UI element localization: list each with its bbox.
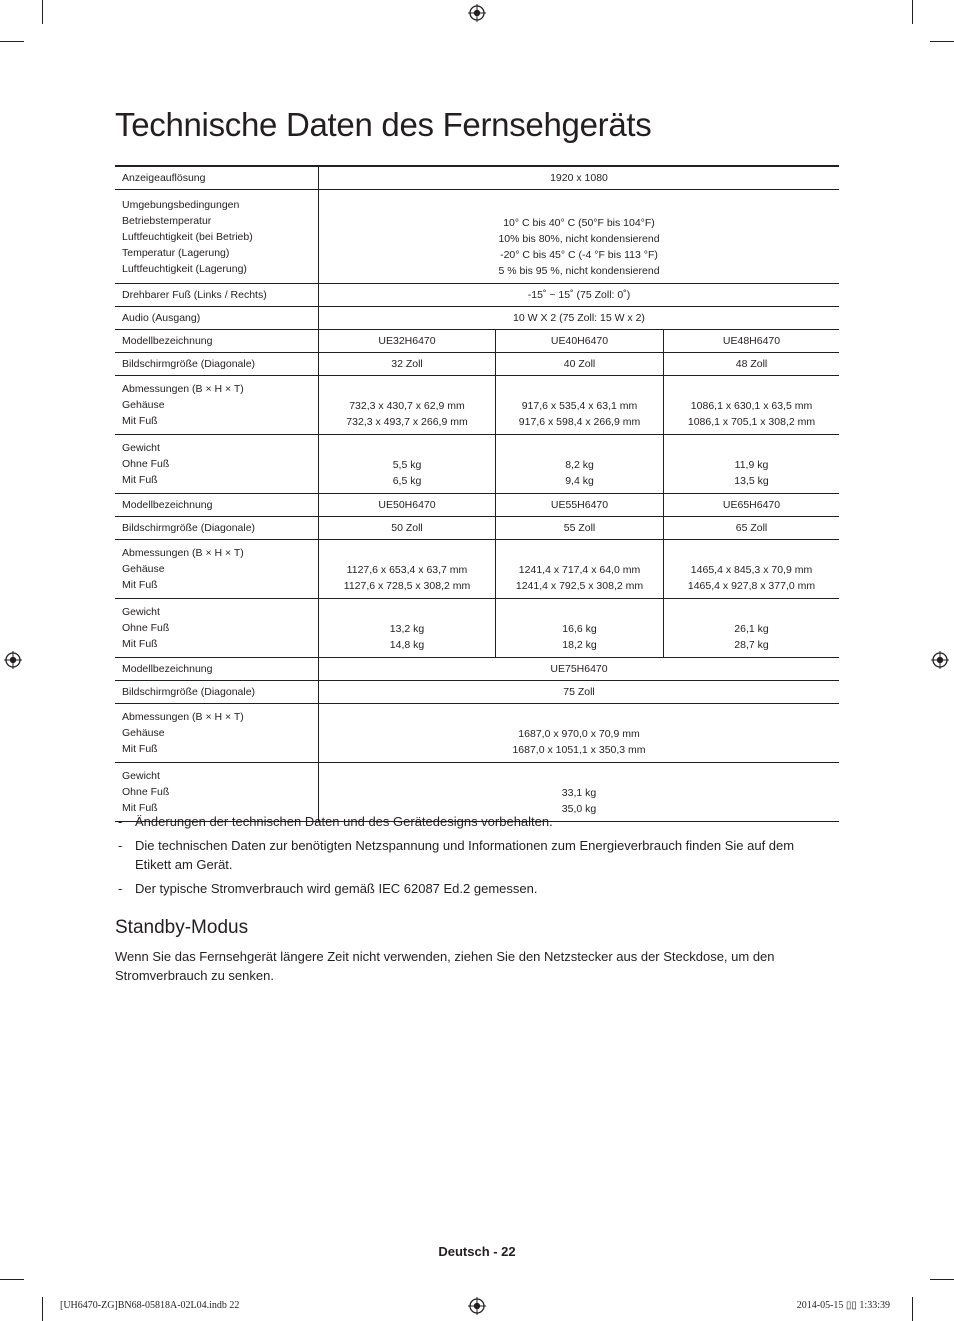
- row-label: Modellbezeichnung: [115, 494, 319, 517]
- crop-mark: [42, 1297, 43, 1321]
- label-line: Gewicht: [122, 770, 160, 782]
- value-line: 10% bis 80%, nicht kondensierend: [498, 233, 660, 245]
- page-title: Technische Daten des Fernsehgeräts: [115, 106, 652, 143]
- row-label: [115, 376, 319, 435]
- note-text: Änderungen der technischen Daten und des Gerätedesigns vorbehalten.: [135, 814, 553, 829]
- row-label: [115, 190, 319, 284]
- table-row: [115, 307, 839, 330]
- value-line: 10° C bis 40° C (50°F bis 104°F): [503, 217, 655, 229]
- list-item: [115, 879, 815, 898]
- row-label: Modellbezeichnung: [115, 658, 319, 681]
- note-text: Die technischen Daten zur benötigten Netzspannung und Informationen zum Energieverbrauch finden Sie auf dem Etikett am Gerät.: [135, 838, 795, 872]
- weight-cell: [496, 435, 664, 494]
- weight-cell: [496, 599, 664, 658]
- crop-mark: [930, 1279, 954, 1280]
- section-heading: Standby-Modus: [115, 917, 249, 938]
- model-cell: UE48H6470: [664, 330, 840, 353]
- label-line: Gewicht: [122, 442, 160, 454]
- model-cell: UE65H6470: [664, 494, 840, 517]
- value-line: 5,5 kg: [392, 459, 422, 471]
- table-row: [115, 330, 839, 353]
- label-line: Gewicht: [122, 606, 160, 618]
- row-value: 10 W X 2 (75 Zoll: 15 W x 2): [319, 307, 840, 330]
- label-line: Betriebstemperatur: [122, 214, 212, 227]
- screen-cell: 48 Zoll: [664, 353, 840, 376]
- label-line: Mit Fuß: [122, 415, 158, 427]
- crop-mark: [0, 41, 24, 42]
- spec-table: [115, 165, 839, 822]
- label-line: Temperatur (Lagerung): [122, 246, 230, 259]
- table-row: [115, 599, 839, 658]
- value-line: 1241,4 x 792,5 x 308,2 mm: [515, 580, 644, 592]
- row-label: Bildschirmgröße (Diagonale): [115, 517, 319, 540]
- registration-mark-icon: [468, 4, 486, 22]
- screen-cell: 65 Zoll: [664, 517, 840, 540]
- value-line: 8,2 kg: [565, 459, 594, 471]
- crop-mark: [42, 0, 43, 24]
- dims-cell: [496, 540, 664, 599]
- weight-cell: [319, 435, 496, 494]
- label-line: Abmessungen (B × H × T): [122, 711, 244, 723]
- table-row: [115, 540, 839, 599]
- model-cell: UE50H6470: [319, 494, 496, 517]
- list-item: [115, 836, 815, 874]
- row-label: [115, 540, 319, 599]
- row-value: [319, 190, 840, 284]
- value-line: 26,1 kg: [734, 623, 769, 635]
- label-line: Mit Fuß: [122, 638, 158, 650]
- table-row: [115, 517, 839, 540]
- screen-cell: 40 Zoll: [496, 353, 664, 376]
- dims-cell: [664, 376, 840, 435]
- value-line: 16,6 kg: [562, 623, 597, 635]
- value-line: 917,6 x 535,4 x 63,1 mm: [521, 400, 638, 412]
- value-line: 1465,4 x 927,8 x 377,0 mm: [687, 580, 816, 592]
- value-line: 1086,1 x 705,1 x 308,2 mm: [687, 416, 816, 428]
- model-cell: UE55H6470: [496, 494, 664, 517]
- table-row: [115, 681, 839, 704]
- value-line: 13,5 kg: [734, 475, 769, 487]
- crop-mark: [0, 1279, 24, 1280]
- section-text: Wenn Sie das Fernsehgerät längere Zeit nicht verwenden, ziehen Sie den Netzstecker aus der Steckdose, um den Stromverbrauch zu senken.: [115, 949, 775, 983]
- value-line: 14,8 kg: [389, 639, 425, 651]
- model-cell: UE40H6470: [496, 330, 664, 353]
- model-cell: UE32H6470: [319, 330, 496, 353]
- page-number: Deutsch - 22: [438, 1244, 516, 1259]
- value-line: 1465,4 x 845,3 x 70,9 mm: [690, 564, 813, 576]
- label-line: Mit Fuß: [122, 743, 158, 755]
- registration-mark-icon: [4, 651, 22, 669]
- value-line: 28,7 kg: [734, 639, 769, 651]
- value-line: 1127,6 x 653,4 x 63,7 mm: [346, 564, 468, 576]
- notes-list: [115, 812, 815, 903]
- row-label: Drehbarer Fuß (Links / Rechts): [115, 284, 319, 307]
- crop-mark: [912, 1297, 913, 1321]
- value-line: 1086,1 x 630,1 x 63,5 mm: [690, 400, 813, 412]
- value-line: 1687,0 x 1051,1 x 350,3 mm: [512, 744, 646, 756]
- row-label: Bildschirmgröße (Diagonale): [115, 353, 319, 376]
- row-label: [115, 599, 319, 658]
- screen-cell: 32 Zoll: [319, 353, 496, 376]
- table-row: [115, 284, 839, 307]
- value-line: 13,2 kg: [389, 623, 425, 635]
- label-line: Gehäuse: [122, 727, 165, 739]
- row-label: Anzeigeauflösung: [115, 166, 319, 190]
- value-line: 917,6 x 598,4 x 266,9 mm: [518, 416, 641, 428]
- label-line: Abmessungen (B × H × T): [122, 383, 244, 395]
- value-line: 35,0 kg: [561, 803, 597, 815]
- label-line: Gehäuse: [122, 399, 165, 411]
- dash-bullet: -: [118, 838, 123, 853]
- row-label: Modellbezeichnung: [115, 330, 319, 353]
- crop-mark: [930, 41, 954, 42]
- table-row: [115, 166, 839, 190]
- label-line: Umgebungsbedingungen: [122, 198, 240, 211]
- label-line: Mit Fuß: [122, 474, 158, 486]
- print-info-file: [UH6470-ZG]BN68-05818A-02L04.indb 22: [60, 1300, 240, 1311]
- row-label: Audio (Ausgang): [115, 307, 319, 330]
- value-line: 9,4 kg: [565, 475, 594, 487]
- print-info-date: 2014-05-15 ▯▯ 1:33:39: [796, 1300, 890, 1311]
- weight-cell: [319, 599, 496, 658]
- row-value: -15˚ ~ 15˚ (75 Zoll: 0˚): [319, 284, 840, 307]
- label-line: Luftfeuchtigkeit (bei Betrieb): [122, 230, 253, 243]
- dash-bullet: -: [118, 814, 123, 829]
- dims-cell: [664, 540, 840, 599]
- table-row: [115, 435, 839, 494]
- label-line: Ohne Fuß: [122, 458, 170, 470]
- table-row: [115, 353, 839, 376]
- label-line: Mit Fuß: [122, 802, 158, 814]
- label-line: Ohne Fuß: [122, 622, 170, 634]
- label-line: Ohne Fuß: [122, 786, 170, 798]
- value-line: 33,1 kg: [561, 787, 597, 799]
- table-row: [115, 376, 839, 435]
- value-line: 6,5 kg: [392, 475, 422, 487]
- value-line: 1241,4 x 717,4 x 64,0 mm: [518, 564, 641, 576]
- row-value: 1920 x 1080: [319, 166, 840, 190]
- registration-mark-icon: [931, 651, 949, 669]
- registration-mark-icon: [468, 1297, 486, 1315]
- dims-cell: [319, 704, 840, 763]
- value-line: 1687,0 x 970,0 x 70,9 mm: [518, 728, 640, 740]
- dims-cell: [319, 540, 496, 599]
- note-text: Der typische Stromverbrauch wird gemäß IEC 62087 Ed.2 gemessen.: [135, 881, 538, 896]
- dims-cell: [319, 376, 496, 435]
- table-row: [115, 704, 839, 763]
- weight-cell: [664, 435, 840, 494]
- dash-bullet: -: [118, 881, 123, 896]
- row-label: Bildschirmgröße (Diagonale): [115, 681, 319, 704]
- value-line: 5 % bis 95 %, nicht kondensierend: [498, 265, 660, 277]
- table-row: [115, 190, 839, 284]
- value-line: 732,3 x 430,7 x 62,9 mm: [349, 400, 465, 412]
- crop-mark: [912, 0, 913, 24]
- screen-cell: 55 Zoll: [496, 517, 664, 540]
- model-cell: UE75H6470: [319, 658, 840, 681]
- row-label: [115, 704, 319, 763]
- dims-cell: [496, 376, 664, 435]
- screen-cell: 75 Zoll: [319, 681, 840, 704]
- value-line: -20° C bis 45° C (-4 °F bis 113 °F): [500, 249, 658, 261]
- screen-cell: 50 Zoll: [319, 517, 496, 540]
- label-line: Gehäuse: [122, 563, 165, 575]
- row-label: [115, 435, 319, 494]
- table-row: [115, 658, 839, 681]
- value-line: 18,2 kg: [562, 639, 597, 651]
- value-line: 1127,6 x 728,5 x 308,2 mm: [343, 580, 471, 592]
- table-row: [115, 494, 839, 517]
- value-line: 732,3 x 493,7 x 266,9 mm: [346, 416, 468, 428]
- label-line: Mit Fuß: [122, 579, 158, 591]
- weight-cell: [664, 599, 840, 658]
- label-line: Luftfeuchtigkeit (Lagerung): [122, 262, 247, 275]
- label-line: Abmessungen (B × H × T): [122, 547, 244, 559]
- list-item: [115, 812, 815, 831]
- value-line: 11,9 kg: [734, 459, 769, 471]
